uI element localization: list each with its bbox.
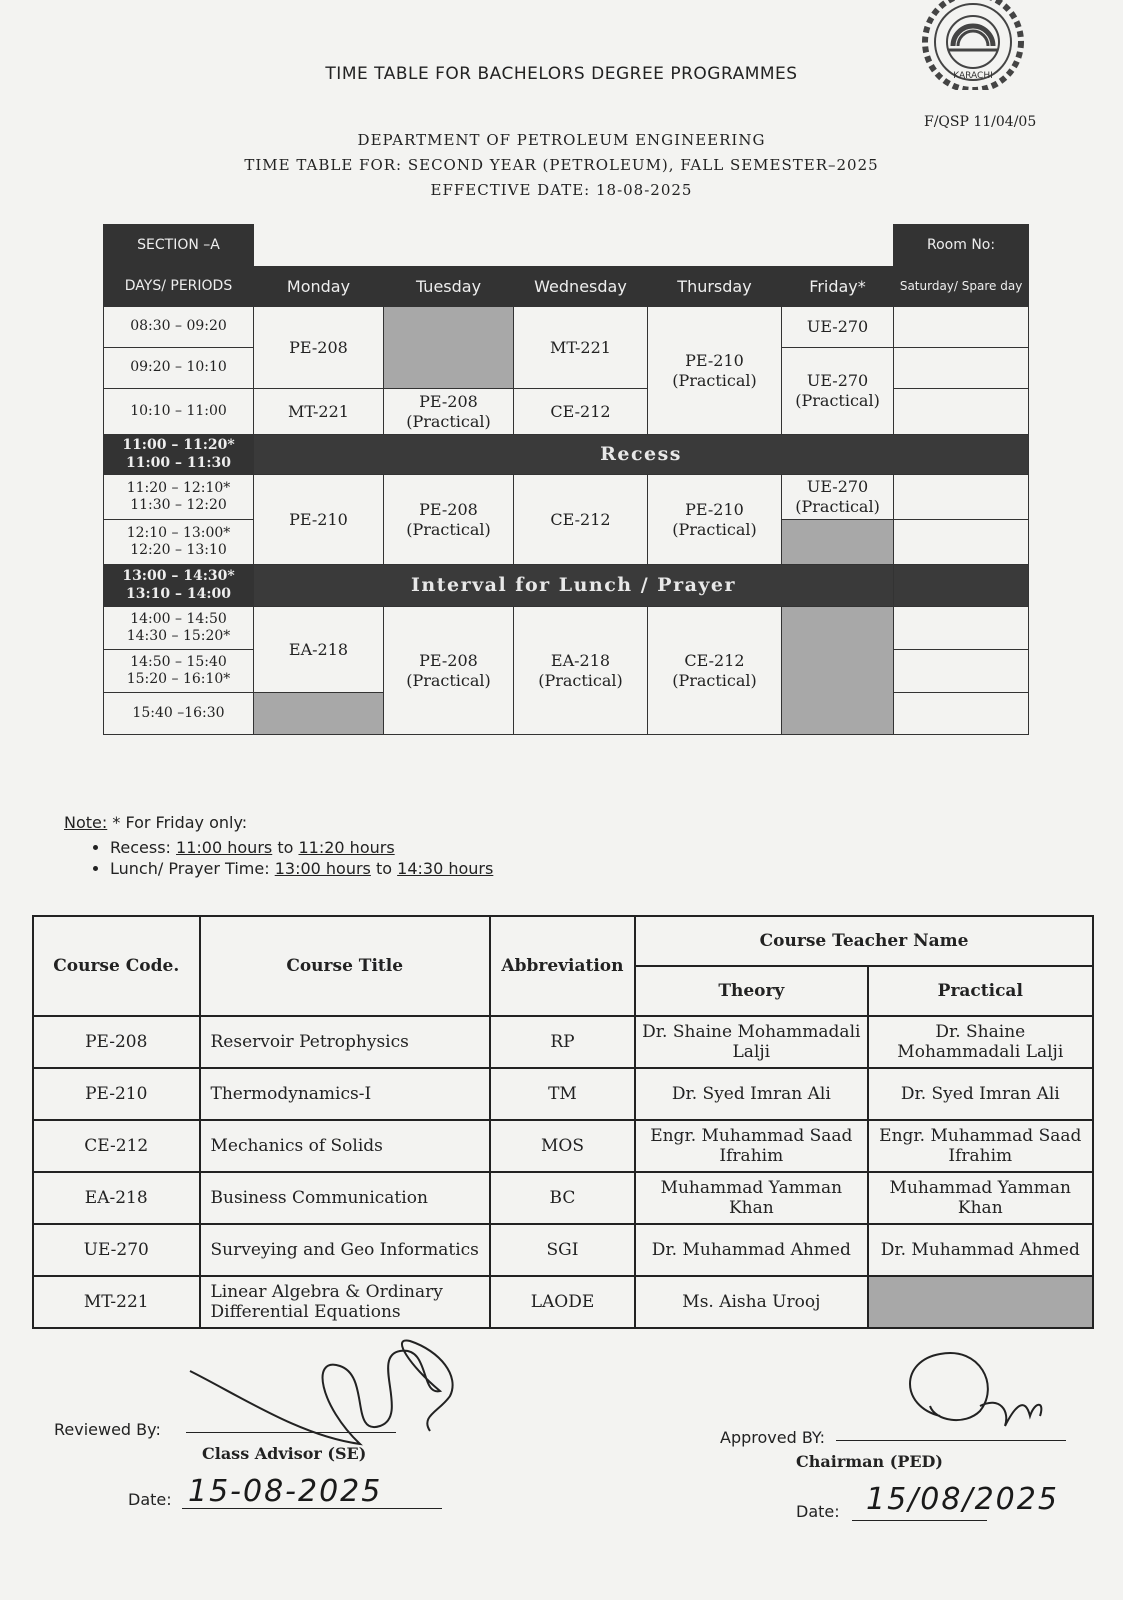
practical-teacher: Dr. Muhammad Ahmed [868,1224,1093,1276]
header-abbreviation: Abbreviation [490,916,635,1016]
table-row [33,1224,1093,1276]
time-slot-regular: 11:30 – 12:20 [130,497,227,513]
main-title: TIME TABLE FOR BACHELORS DEGREE PROGRAMMES [325,64,798,84]
course-abbr: MOS [490,1120,635,1172]
room-cell [894,389,1029,435]
room-cell [894,650,1029,693]
time-slot [104,520,254,565]
timetable-subtitle: TIME TABLE FOR: SECOND YEAR (PETROLEUM), FALL SEMESTER–2025 [244,156,879,174]
form-code: F/QSP 11/04/05 [924,114,1037,130]
lunch-time [104,565,254,607]
cell-tue-free [384,307,514,389]
practical-teacher: Engr. Muhammad Saad Ifrahim [868,1120,1093,1172]
theory-teacher: Dr. Shaine Mohammadali Lalji [635,1016,868,1068]
table-row [33,1016,1093,1068]
note-recess: • Recess: 11:00 hours to 11:20 hours [110,838,493,857]
time-slot-regular: 12:20 – 13:10 [130,542,227,558]
cell-wed-4: CE-212 [514,475,648,565]
lunch-bar: Interval for Lunch / Prayer [254,565,894,607]
lunch-time-regular: 13:10 – 14:00 [125,585,231,602]
course-title: Thermodynamics-I [200,1068,490,1120]
approved-date-line [852,1520,987,1521]
course-code: CE-212 [33,1120,200,1172]
reviewed-by-label: Reviewed By: [54,1420,161,1439]
recess-bar: Recess [254,435,1029,475]
theory-teacher: Dr. Muhammad Ahmed [635,1224,868,1276]
course-abbr: LAODE [490,1276,635,1328]
header-course-title: Course Title [200,916,490,1016]
table-row [33,1120,1093,1172]
cell-mon-4: PE-210 [254,475,384,565]
day-header-tuesday: Tuesday [384,267,514,307]
time-slot: 10:10 – 11:00 [104,389,254,435]
cell-thu-4: PE-210 (Practical) [648,475,782,565]
course-code: PE-210 [33,1068,200,1120]
friday-note [64,813,493,880]
cell-wed-3: CE-212 [514,389,648,435]
theory-teacher: Engr. Muhammad Saad Ifrahim [635,1120,868,1172]
course-code: UE-270 [33,1224,200,1276]
effective-date: EFFECTIVE DATE: 18-08-2025 [430,181,693,199]
course-abbr: BC [490,1172,635,1224]
room-cell [894,693,1029,735]
room-cell [894,307,1029,348]
theory-teacher: Muhammad Yamman Khan [635,1172,868,1224]
course-code: PE-208 [33,1016,200,1068]
practical-teacher [868,1276,1093,1328]
note-label: Note: [64,813,108,832]
note-intro: * For Friday only: [112,813,248,832]
cell-tue-3: PE-208 (Practical) [384,389,514,435]
table-row [33,1068,1093,1120]
room-cell [894,475,1029,520]
header-teacher-name: Course Teacher Name [635,916,1093,966]
room-cell [894,607,1029,650]
days-periods-header: DAYS/ PERIODS [104,267,254,307]
reviewer-signature [180,1336,480,1456]
cell-fri-4: UE-270 (Practical) [782,475,894,520]
room-cell [894,520,1029,565]
logo-text: KARACHI [953,71,993,81]
time-slot: 08:30 – 09:20 [104,307,254,348]
time-slot-regular: 14:50 – 15:40 [130,653,227,670]
time-slot-friday: 11:20 – 12:10* [126,479,231,496]
practical-teacher: Dr. Syed Imran Ali [868,1068,1093,1120]
approved-date-label: Date: [796,1502,840,1521]
course-title: Business Communication [200,1172,490,1224]
chairman-label: Chairman (PED) [796,1452,943,1471]
university-logo [908,0,1038,90]
spare-day-header: Saturday/ Spare day [894,267,1029,307]
section-label: SECTION –A [104,225,254,267]
department-title: DEPARTMENT OF PETROLEUM ENGINEERING [357,131,766,149]
time-slot-friday: 15:20 – 16:10* [126,671,231,687]
course-title: Linear Algebra & Ordinary Differential Equations [200,1276,490,1328]
lunch-time-friday: 13:00 – 14:30* [122,568,235,584]
cell-thu-1: PE-210 (Practical) [648,307,782,435]
approved-by-label: Approved BY: [720,1428,825,1447]
class-advisor-label: Class Advisor (SE) [202,1444,367,1463]
time-slot-friday: 14:30 – 15:20* [126,628,231,644]
cell-wed-6: EA-218 (Practical) [514,607,648,735]
day-header-monday: Monday [254,267,384,307]
cell-fri-2: UE-270 (Practical) [782,348,894,435]
reviewed-date-label: Date: [128,1490,172,1509]
header-theory: Theory [635,966,868,1016]
reviewed-date: 15-08-2025 [188,1474,383,1509]
course-code: MT-221 [33,1276,200,1328]
time-slot [104,475,254,520]
chairman-signature [840,1346,1060,1456]
cell-mon-3: MT-221 [254,389,384,435]
cell-fri-afternoon-free [782,607,894,735]
lunch-bar-room [894,565,1029,607]
cell-tue-6: PE-208 (Practical) [384,607,514,735]
cell-fri-free [782,520,894,565]
course-abbr: SGI [490,1224,635,1276]
table-row [33,1172,1093,1224]
theory-teacher: Ms. Aisha Urooj [635,1276,868,1328]
course-code: EA-218 [33,1172,200,1224]
time-slot: 09:20 – 10:10 [104,348,254,389]
course-title: Surveying and Geo Informatics [200,1224,490,1276]
cell-mon-free [254,693,384,735]
room-no-label: Room No: [894,225,1029,267]
cell-mon-6: EA-218 [254,607,384,693]
course-abbr: RP [490,1016,635,1068]
course-title: Reservoir Petrophysics [200,1016,490,1068]
day-header-friday: Friday* [782,267,894,307]
day-header-thursday: Thursday [648,267,782,307]
cell-fri-1: UE-270 [782,307,894,348]
table-row [33,1276,1093,1328]
course-table [32,915,1094,1329]
timetable [103,224,1029,735]
course-title: Mechanics of Solids [200,1120,490,1172]
time-slot [104,607,254,650]
room-cell [894,348,1029,389]
time-slot-friday: 12:10 – 13:00* [126,524,231,541]
header-course-code: Course Code. [33,916,200,1016]
practical-teacher: Dr. Shaine Mohammadali Lalji [868,1016,1093,1068]
time-slot [104,650,254,693]
header-practical: Practical [868,966,1093,1016]
practical-teacher: Muhammad Yamman Khan [868,1172,1093,1224]
time-slot: 15:40 –16:30 [104,693,254,735]
cell-wed-1: MT-221 [514,307,648,389]
recess-time-friday: 11:00 – 11:20* [122,437,235,453]
cell-tue-4: PE-208 (Practical) [384,475,514,565]
day-header-wednesday: Wednesday [514,267,648,307]
cell-mon-1: PE-208 [254,307,384,389]
cell-thu-6: CE-212 (Practical) [648,607,782,735]
note-lunch: • Lunch/ Prayer Time: 13:00 hours to 14:30 hours [110,859,493,878]
time-slot-regular: 14:00 – 14:50 [130,610,227,627]
recess-time [104,435,254,475]
course-abbr: TM [490,1068,635,1120]
recess-time-regular: 11:00 – 11:30 [125,454,231,471]
theory-teacher: Dr. Syed Imran Ali [635,1068,868,1120]
approved-date: 15/08/2025 [866,1482,1059,1517]
